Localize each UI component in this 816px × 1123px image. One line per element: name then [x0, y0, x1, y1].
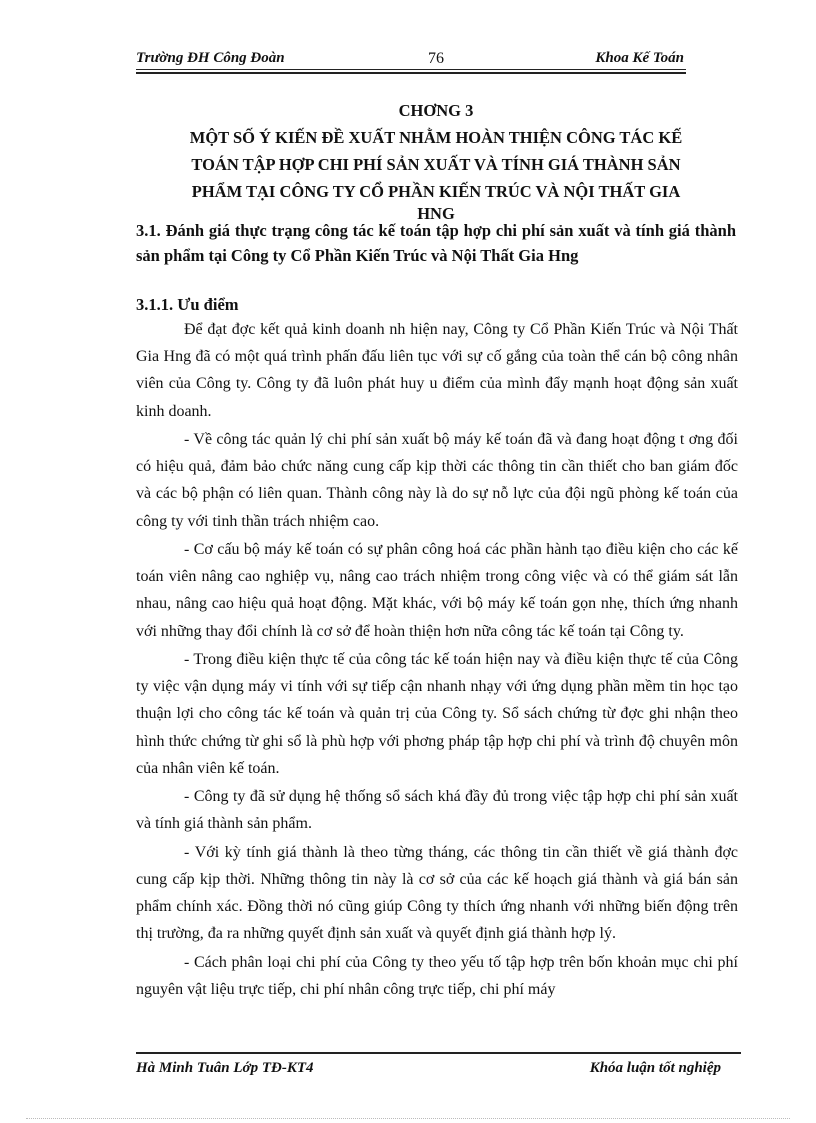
page-edge-dotted-line [26, 1118, 790, 1119]
chapter-number: CHƠNG 3 [398, 101, 474, 120]
page-header [136, 50, 684, 70]
paragraph: - Với kỳ tính giá thành là theo từng tháng, các thông tin cần thiết về giá thành đợc cung cấp kịp thời. Những thông tin này là cơ sở của các kế hoạch giá thành và giá bán sản phẩm chính xác. Đồng thời nó cũng giúp Công ty thích ứng nhanh với những biến động trên thị trường, đa ra những quyết định sản xuất và quyết định giá thành hợp lý. [136, 843, 738, 943]
chapter-title-line: MỘT SỐ Ý KIẾN ĐỀ XUẤT NHẰM HOÀN THIỆN CÔNG TÁC KẾ [189, 128, 683, 147]
chapter-title-line: PHẨM TẠI CÔNG TY CỔ PHẦN KIẾN TRÚC VÀ NỘI THẤT GIA [191, 182, 681, 201]
header-school: Trường ĐH Công Đoàn [136, 50, 285, 66]
footer-thesis-label: Khóa luận tốt nghiệp [589, 1060, 721, 1076]
chapter-heading [136, 97, 736, 223]
section-heading-3-1-1: 3.1.1. Ưu điểm [136, 295, 239, 314]
header-rule-thin [136, 69, 686, 70]
paragraph: - Cách phân loại chi phí của Công ty theo yếu tố tập hợp trên bốn khoản mục chi phí nguyên vật liệu trực tiếp, chi phí nhân công trực tiếp, chi phí máy [136, 953, 738, 998]
chapter-title-line: TOÁN TẬP HỢP CHI PHÍ SẢN XUẤT VÀ TÍNH GIÁ THÀNH SẢN [191, 155, 681, 174]
footer-author: Hà Minh Tuân Lớp TĐ-KT4 [136, 1060, 314, 1076]
page-footer [136, 1060, 721, 1080]
paragraph: - Cơ cấu bộ máy kế toán có sự phân công hoá các phần hành tạo điều kiện cho các kế toán viên nâng cao nghiệp vụ, nâng cao trách nhiệm trong công việc và có thể giám sát lẫn nhau, nâng cao hiệu quả hoạt động. Mặt khác, với bộ máy kế toán gọn nhẹ, thích ứng nhanh với những thay đổi chính là cơ sở để hoàn thiện hơn nữa công tác kế toán tại Công ty. [136, 541, 738, 640]
page-number: 76 [428, 50, 444, 67]
paragraph: - Trong điều kiện thực tế của công tác kế toán hiện nay và điều kiện thực tế của Công ty việc vận dụng máy vi tính với sự tiếp cận nhanh nhạy với ứng dụng phần mềm tin học tạo thuận lợi cho công tác kế toán và quản trị của Công ty. Sổ sách chứng từ đợc ghi nhận theo hình thức chứng từ ghi sổ là phù hợp với phơng pháp tập hợp chi phí và trình độ chuyên môn của nhân viên kế toán. [136, 651, 738, 777]
header-faculty: Khoa Kế Toán [595, 50, 684, 66]
chapter-title-line: HNG [417, 204, 455, 223]
paragraph: - Công ty đã sử dụng hệ thống sổ sách khá đầy đủ trong việc tập hợp chi phí sản xuất và tính giá thành sản phẩm. [136, 788, 738, 833]
body-text [136, 316, 738, 1004]
paragraph: - Về công tác quản lý chi phí sản xuất bộ máy kế toán đã và đang hoạt động t ơng đối có hiệu quả, đảm bảo chức năng cung cấp kịp thời các thông tin cần thiết cho ban giám đốc và các bộ phận có liên quan. Thành công này là do sự nỗ lực của đội ngũ phòng kế toán của công ty với tinh thần trách nhiệm cao. [136, 431, 738, 530]
footer-rule [136, 1052, 741, 1054]
header-rule-thick [136, 72, 686, 74]
paragraph: Để đạt đợc kết quả kinh doanh nh hiện nay, Công ty Cổ Phần Kiến Trúc và Nội Thất Gia Hng đã có một quá trình phấn đấu liên tục với sự cố gắng của toàn thể cán bộ công nhân viên của Công ty. Công ty đã luôn phát huy u điểm của mình đẩy mạnh hoạt động sản xuất kinh doanh. [136, 321, 738, 420]
section-heading-3-1: 3.1. Đánh giá thực trạng công tác kế toán tập hợp chi phí sản xuất và tính giá thành sản phẩm tại Công ty Cổ Phần Kiến Trúc và Nội Thất Gia Hng [136, 221, 736, 265]
